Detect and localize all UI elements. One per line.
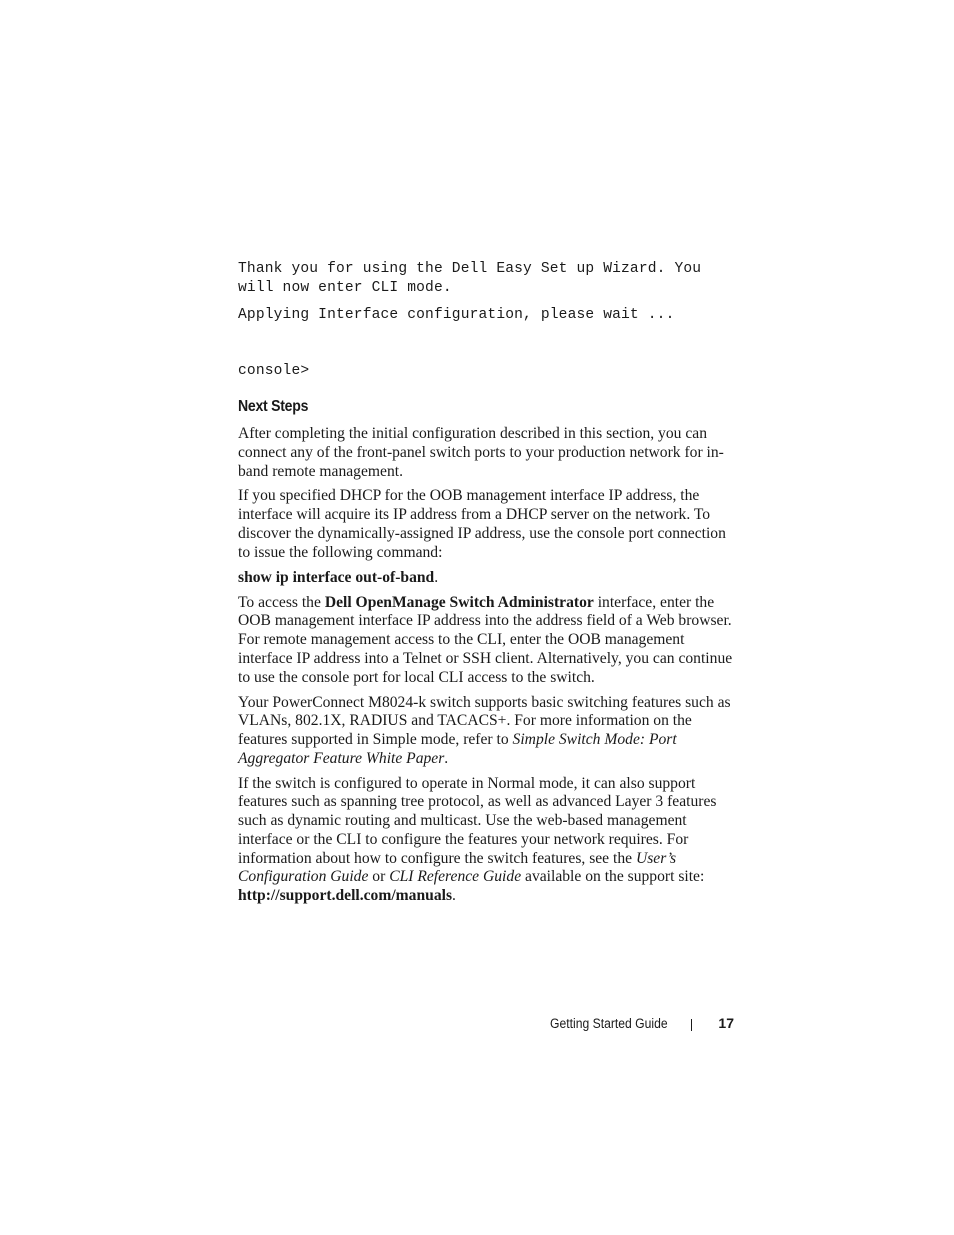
page-footer [500, 1014, 736, 1034]
text-run: To access the [238, 593, 325, 611]
text-run: available on the support site: [521, 868, 705, 886]
document-title-cli-guide: CLI Reference Guide [389, 868, 522, 886]
paragraph-normal-mode [238, 775, 738, 906]
console-prompt: console> [238, 363, 310, 379]
support-link[interactable]: http://support.dell.com/manuals [238, 887, 453, 905]
text-run: If the switch is configured to operate in Normal mode, it can also support features such as spanning tree protocol, as well as advanced Layer 3 features such as dynamic routing and multicast. Use the web-based management interface or the CLI to configure the features your network requires. For information about how to configure the switch features, see the [238, 774, 717, 867]
text-run: interface, enter the OOB management interface IP address into the address field of a Web browser. For remote management access to the CLI, enter the OOB management interface IP address into a Telnet or SSH client. Alternatively, you can continue to use the console port for local CLI access to the switch. [238, 593, 733, 686]
text-run: . [444, 749, 449, 767]
footer-title: Getting Started Guide [550, 1016, 668, 1031]
command-show-ip-interface: show ip interface out-of-band [238, 568, 435, 586]
text-run: Your PowerConnect M8024-k switch supports basic switching features such as VLANs, 802.1X, RADIUS and TACACS+. For more information on the features supported in Simple mode, refer to [238, 693, 731, 748]
page-number: 17 [718, 1015, 734, 1031]
text-run: or [368, 868, 390, 886]
paragraph-dhcp: If you specified DHCP for the OOB management interface IP address, the interface will acquire its IP address from a DHCP server on the network. To discover the dynamically-assigned IP address, use the console port connection to issue the following command: [238, 487, 726, 561]
paragraph-powerconnect [238, 694, 738, 769]
command-period: . [434, 568, 439, 586]
console-output-applying: Applying Interface configuration, please wait ... [238, 307, 675, 323]
paragraph-openmanage [238, 594, 738, 688]
console-output-thank-you: Thank you for using the Dell Easy Set up Wizard. You will now enter CLI mode. [238, 261, 702, 296]
footer-separator [691, 1019, 692, 1031]
text-run: . [452, 887, 456, 905]
section-heading: Next Steps [238, 398, 309, 415]
product-name: Dell OpenManage Switch Administrator [324, 593, 594, 611]
section-body [238, 425, 738, 912]
paragraph-next-steps-intro: After completing the initial configuration described in this section, you can connect any of the front-panel switch ports to your production network for in-band remote management. [238, 425, 724, 480]
paragraph-command [238, 569, 738, 588]
document-title-white-paper: Simple Switch Mode: Port Aggregator Feature White Paper [238, 731, 677, 767]
document-title-users-guide: User’s Configuration Guide [238, 849, 677, 886]
